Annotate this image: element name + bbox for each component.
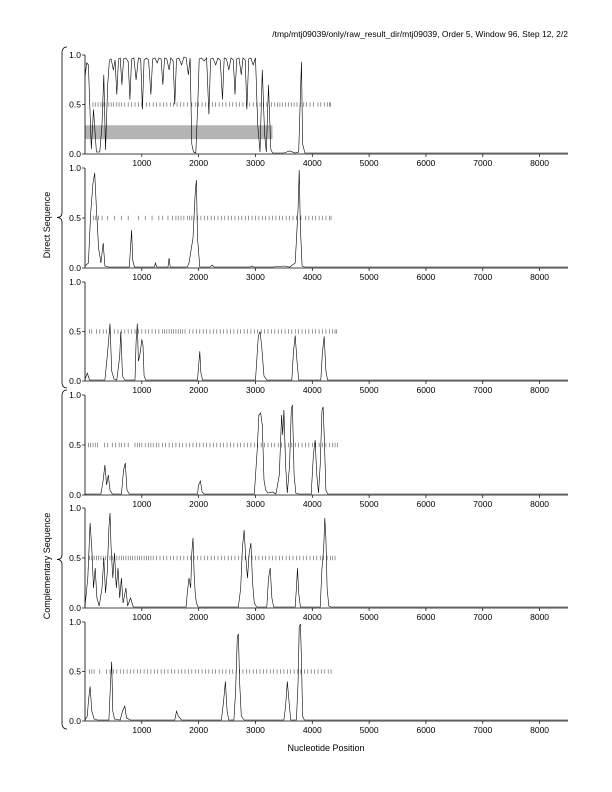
x-tick-label: 4000 xyxy=(302,612,322,622)
x-tick-label: 4000 xyxy=(302,158,322,168)
x-axis-label: Nucleotide Position xyxy=(287,743,365,753)
y-tick-label: 1.0 xyxy=(69,277,81,287)
x-tick-label: 7000 xyxy=(473,725,493,735)
panel-3 xyxy=(69,277,568,395)
direct-sequence-brace xyxy=(57,47,67,388)
y-tick-label: 0.5 xyxy=(69,553,81,563)
x-tick-label: 7000 xyxy=(473,385,493,395)
y-tick-label: 1.0 xyxy=(69,503,81,513)
panel-6-marks xyxy=(90,669,331,673)
x-tick-label: 2000 xyxy=(189,158,209,168)
y-tick-label: 0.0 xyxy=(69,716,81,726)
x-tick-label: 2000 xyxy=(189,612,209,622)
x-tick-label: 7000 xyxy=(473,272,493,282)
x-tick-label: 8000 xyxy=(530,158,550,168)
x-tick-label: 3000 xyxy=(246,385,265,395)
x-tick-label: 1000 xyxy=(132,612,152,622)
panel-4 xyxy=(69,390,568,509)
x-tick-label: 5000 xyxy=(359,158,379,168)
x-tick-label: 4000 xyxy=(302,272,322,282)
x-tick-label: 6000 xyxy=(416,272,436,282)
panel-2-marks xyxy=(94,216,332,220)
x-tick-label: 5000 xyxy=(359,725,379,735)
panel-stack xyxy=(69,50,568,735)
x-tick-label: 8000 xyxy=(530,499,550,509)
y-tick-label: 0.0 xyxy=(69,376,81,386)
x-tick-label: 5000 xyxy=(359,272,379,282)
x-tick-label: 3000 xyxy=(246,612,265,622)
panel-1-marks xyxy=(93,102,331,106)
x-tick-label: 4000 xyxy=(302,385,322,395)
x-tick-label: 5000 xyxy=(359,612,379,622)
x-tick-label: 7000 xyxy=(473,612,493,622)
y-tick-label: 0.5 xyxy=(69,99,81,110)
panel-2-profile-line xyxy=(85,170,568,267)
x-tick-label: 2000 xyxy=(189,385,209,395)
x-tick-label: 7000 xyxy=(473,158,493,168)
y-tick-label: 0.5 xyxy=(69,326,81,337)
y-tick-label: 1.0 xyxy=(69,390,81,400)
panel-5-marks xyxy=(90,556,335,560)
group-brackets xyxy=(57,47,67,729)
x-tick-label: 8000 xyxy=(530,385,550,395)
x-tick-label: 5000 xyxy=(359,499,379,509)
panel-3-profile-line xyxy=(85,324,568,380)
x-tick-label: 8000 xyxy=(530,612,550,622)
x-tick-label: 3000 xyxy=(246,725,265,735)
x-tick-label: 6000 xyxy=(416,725,436,735)
y-tick-label: 0.0 xyxy=(69,149,81,159)
x-tick-label: 6000 xyxy=(416,385,436,395)
x-tick-label: 1000 xyxy=(132,725,152,735)
y-tick-label: 0.0 xyxy=(69,490,81,500)
x-tick-label: 1000 xyxy=(132,158,152,168)
x-tick-label: 2000 xyxy=(189,725,209,735)
y-tick-label: 1.0 xyxy=(69,163,81,173)
y-tick-label: 0.5 xyxy=(69,213,81,223)
x-tick-label: 6000 xyxy=(416,158,436,168)
x-tick-label: 6000 xyxy=(416,612,436,622)
panel-5 xyxy=(69,503,568,622)
x-tick-label: 3000 xyxy=(246,499,265,509)
panel-1-highlight-band xyxy=(85,125,273,139)
group-label-direct-sequence: Direct Sequence xyxy=(42,191,52,259)
panel-6 xyxy=(69,617,568,735)
y-tick-label: 1.0 xyxy=(69,50,81,60)
x-tick-label: 2000 xyxy=(189,499,209,509)
y-tick-label: 1.0 xyxy=(69,617,81,627)
x-tick-label: 2000 xyxy=(189,272,209,282)
panel-3-marks xyxy=(90,329,337,333)
complementary-sequence-brace xyxy=(57,390,67,729)
panel-4-marks xyxy=(88,443,337,447)
group-label-complementary-sequence: Complementary Sequence xyxy=(42,512,52,620)
figure-header: /tmp/mtj09039/only/raw_result_dir/mtj09039, Order 5, Window 96, Step 12, 2/2 xyxy=(272,29,568,39)
x-tick-label: 6000 xyxy=(416,499,436,509)
panel-4-profile-line xyxy=(85,405,568,494)
y-tick-label: 0.5 xyxy=(69,666,81,677)
x-tick-label: 5000 xyxy=(359,385,379,395)
x-tick-label: 1000 xyxy=(132,272,152,282)
y-tick-label: 0.0 xyxy=(69,603,81,613)
x-tick-label: 3000 xyxy=(246,158,265,168)
y-tick-label: 0.0 xyxy=(69,263,81,273)
x-tick-label: 8000 xyxy=(530,725,550,735)
x-tick-label: 1000 xyxy=(132,385,152,395)
panel-1 xyxy=(69,50,568,168)
x-tick-label: 8000 xyxy=(530,272,550,282)
panel-2 xyxy=(69,163,568,282)
x-tick-label: 4000 xyxy=(302,499,322,509)
x-tick-label: 1000 xyxy=(132,499,152,509)
x-tick-label: 7000 xyxy=(473,499,493,509)
x-tick-label: 4000 xyxy=(302,725,322,735)
y-tick-label: 0.5 xyxy=(69,440,81,450)
panel-5-profile-line xyxy=(85,513,568,607)
x-tick-label: 3000 xyxy=(246,272,265,282)
